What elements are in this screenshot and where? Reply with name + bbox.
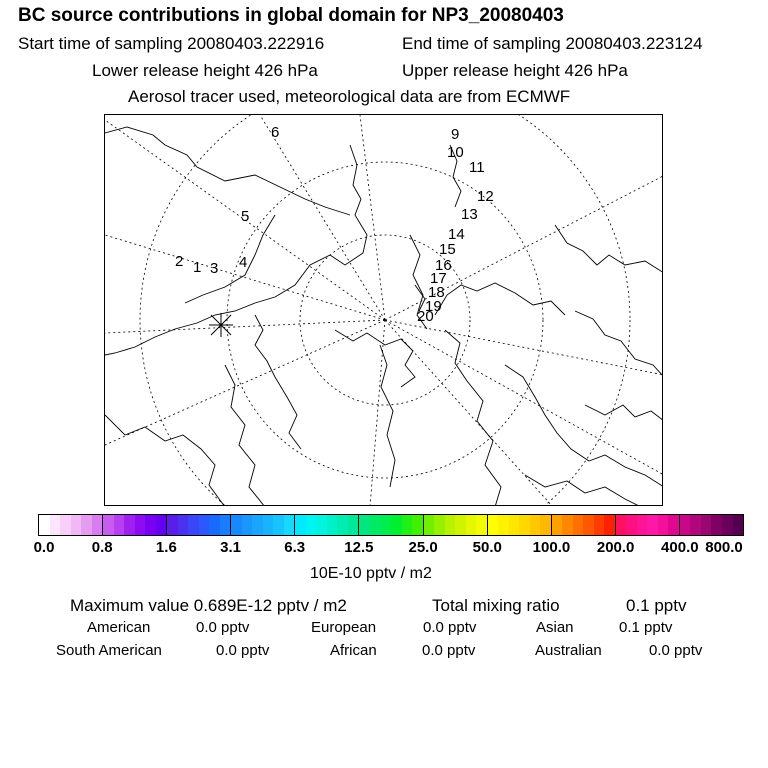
trajectory-point-label: 13	[461, 206, 478, 223]
colorbar-tick-label: 12.5	[344, 539, 374, 556]
meridian	[385, 320, 663, 475]
total-mixing-value: 0.1 pptv	[626, 596, 687, 615]
colorbar-segment	[455, 515, 466, 535]
trajectory-point-label: 17	[430, 270, 447, 287]
total-mixing-label: Total mixing ratio	[432, 596, 560, 615]
colorbar-segment	[209, 515, 220, 535]
colorbar-tick-label: 0.8	[91, 539, 113, 556]
colorbar-segment	[156, 515, 168, 535]
colorbar-segment	[658, 515, 669, 535]
coastline	[105, 145, 367, 355]
trajectory-point-label: 6	[271, 124, 280, 141]
latitude-circle	[140, 115, 630, 506]
colorbar-segment	[135, 515, 146, 535]
colorbar-segment	[263, 515, 274, 535]
colorbar-segment	[284, 515, 296, 535]
plot-title: BC source contributions in global domain for NP3_20080403	[18, 5, 564, 26]
lower-release-label: Lower release height 426 hPa	[92, 61, 318, 80]
trajectory-point-label: 10	[447, 144, 464, 161]
colorbar-segment	[145, 515, 156, 535]
trajectory-point-label: 4	[239, 254, 248, 271]
colorbar-segment	[252, 515, 263, 535]
colorbar-segment	[220, 515, 232, 535]
colorbar-segment	[188, 515, 199, 535]
trajectory-point-label: 19	[425, 298, 442, 315]
trajectory-point-label: 14	[448, 226, 465, 243]
colorbar-segment	[733, 515, 744, 535]
trajectory-point-label: 18	[428, 284, 445, 301]
trajectory-point-label: 1	[193, 259, 202, 276]
region-name: European	[311, 619, 377, 636]
colorbar-segment	[562, 515, 573, 535]
coastline	[525, 475, 641, 506]
colorbar-segment	[690, 515, 701, 535]
coastline	[575, 311, 663, 377]
colorbar-segment	[199, 515, 210, 535]
coastline	[380, 345, 395, 487]
region-value: 0.0 pptv	[422, 642, 476, 659]
colorbar-segment	[445, 515, 456, 535]
region-value: 0.0 pptv	[216, 642, 270, 659]
trajectory-point-label: 5	[241, 208, 250, 225]
colorbar-segment	[540, 515, 552, 535]
trajectory-point-label: 3	[210, 260, 219, 277]
colorbar-segment	[370, 515, 381, 535]
colorbar-segment	[359, 515, 370, 535]
meridian	[260, 115, 385, 320]
star-cross-icon	[209, 313, 233, 337]
region-name: American	[87, 619, 151, 636]
colorbar-segment	[616, 515, 627, 535]
colorbar-segment	[701, 515, 712, 535]
start-time-label: Start time of sampling 20080403.222916	[18, 34, 325, 53]
colorbar-segment	[434, 515, 445, 535]
tracer-label: Aerosol tracer used, meteorological data are from ECMWF	[128, 87, 571, 106]
colorbar-segment	[552, 515, 563, 535]
map-canvas	[105, 115, 663, 506]
coastline	[335, 330, 415, 387]
colorbar-segment	[424, 515, 435, 535]
colorbar-tick-label: 0.0	[33, 539, 55, 556]
colorbar-segment	[412, 515, 424, 535]
trajectory-point-label: 9	[451, 126, 460, 143]
colorbar-segment	[476, 515, 488, 535]
colorbar-segment	[626, 515, 637, 535]
colorbar-segment	[39, 515, 50, 535]
colorbar-segment	[178, 515, 189, 535]
upper-release-label: Upper release height 426 hPa	[402, 61, 628, 80]
colorbar	[38, 514, 744, 536]
trajectory-point-label: 11	[469, 159, 485, 176]
colorbar-segment	[273, 515, 284, 535]
colorbar-segment	[509, 515, 520, 535]
colorbar-segment	[327, 515, 338, 535]
colorbar-tick-label: 50.0	[472, 539, 502, 556]
colorbar-segment	[316, 515, 327, 535]
colorbar-tick-label: 1.6	[155, 539, 177, 556]
colorbar-segment	[647, 515, 658, 535]
trajectory-labels	[175, 124, 494, 325]
colorbar-tick-label: 100.0	[532, 539, 571, 556]
colorbar-unit: 10E-10 pptv / m2	[310, 565, 432, 582]
colorbar-segment	[668, 515, 680, 535]
colorbar-segment	[466, 515, 477, 535]
coastline	[435, 283, 565, 315]
meridian	[105, 320, 385, 333]
colorbar-segment	[530, 515, 541, 535]
colorbar-segment	[337, 515, 348, 535]
colorbar-segment	[348, 515, 360, 535]
colorbar-segment	[114, 515, 125, 535]
colorbar-tick-label: 400.0	[661, 539, 699, 556]
colorbar-segment	[92, 515, 104, 535]
trajectory-point-label: 15	[439, 241, 456, 258]
colorbar-tick-label: 25.0	[408, 539, 438, 556]
colorbar-tick-label: 800.0	[705, 539, 743, 556]
colorbar-segment	[680, 515, 691, 535]
colorbar-segment	[81, 515, 92, 535]
trajectory-point-label: 16	[435, 257, 452, 274]
colorbar-segment	[711, 515, 722, 535]
trajectory-point-label: 12	[477, 188, 494, 205]
region-name: South American	[56, 642, 162, 659]
latitude-circles	[140, 115, 630, 506]
colorbar-segment	[381, 515, 392, 535]
colorbar-segment	[402, 515, 413, 535]
colorbar-segment	[60, 515, 71, 535]
region-value: 0.1 pptv	[619, 619, 673, 636]
region-value: 0.0 pptv	[196, 619, 250, 636]
coastline	[255, 315, 301, 449]
polar-map	[104, 114, 663, 506]
colorbar-tick-label: 6.3	[284, 539, 306, 556]
colorbar-segment	[231, 515, 242, 535]
coastline	[105, 415, 225, 506]
colorbar-segment	[306, 515, 317, 535]
region-name: Asian	[536, 619, 574, 636]
colorbar-segment	[637, 515, 648, 535]
colorbar-segment	[242, 515, 253, 535]
colorbar-segment	[124, 515, 135, 535]
colorbar-segment	[391, 515, 402, 535]
colorbar-segment	[722, 515, 733, 535]
region-value: 0.0 pptv	[649, 642, 703, 659]
trajectory-point-label: 2	[175, 253, 184, 270]
colorbar-segment	[488, 515, 499, 535]
coastline	[585, 405, 663, 421]
trajectory-point-label: 20	[417, 308, 434, 325]
coastlines	[105, 127, 663, 506]
meridian	[360, 115, 385, 320]
region-value: 0.0 pptv	[423, 619, 477, 636]
colorbar-segment	[594, 515, 605, 535]
colorbar-segment	[103, 515, 114, 535]
coastline	[505, 365, 663, 487]
colorbar-segment	[71, 515, 82, 535]
colorbar-tick-label: 3.1	[220, 539, 241, 556]
coastline	[105, 127, 350, 215]
end-time-label: End time of sampling 20080403.223124	[402, 34, 703, 53]
colorbar-segment	[295, 515, 306, 535]
colorbar-segment	[583, 515, 594, 535]
colorbar-segment	[519, 515, 530, 535]
colorbar-segment	[167, 515, 178, 535]
region-name: Australian	[535, 642, 602, 659]
max-value-label: Maximum value 0.689E-12 pptv / m2	[70, 596, 347, 615]
colorbar-segment	[50, 515, 61, 535]
coastline	[555, 225, 663, 273]
colorbar-tick-label: 200.0	[596, 539, 635, 556]
colorbar-segment	[604, 515, 616, 535]
coastline	[225, 365, 265, 506]
region-name: African	[330, 642, 377, 659]
colorbar-segment	[573, 515, 584, 535]
colorbar-segment	[498, 515, 509, 535]
